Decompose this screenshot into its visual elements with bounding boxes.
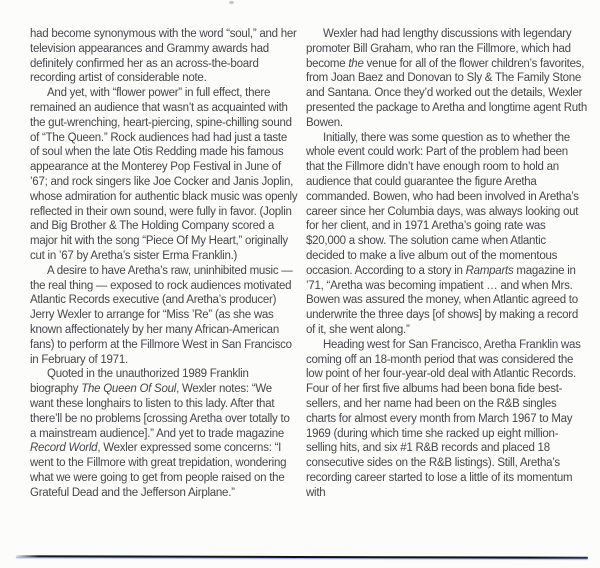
scan-speck-artifact xyxy=(229,1,234,4)
text-segment: Heading west for San Francisco, Aretha Franklin was coming off an 18-month period that was considered the low point of her four-year-old deal with Atlantic Records. Four of her first five albums had been bona fide best-sellers, and her name had been on the R&B singles charts for almost every month from March 1967 to May 1969 (during which time she racked up eight million-selling hits, and six #1 R&B records and placed 18 consecutive sides on the R&B listings). Still, Aretha’s recording career started to lose a little of its momentum with xyxy=(306,338,581,499)
text-segment: Wexler had had lengthy discussions with legendary promoter Bill Graham, who ran the Fillmore, which had become xyxy=(306,28,572,70)
page-bottom-scan-line xyxy=(16,555,588,558)
text-segment: A desire to have Aretha’s raw, uninhibited music — the real thing — exposed to rock audiences motivated Atlantic Records executive (and Aretha’s producer) Jerry Wexler to arrange for “Miss ’Re” (as she was known affectionately by her many African-American fans) to perform at the Fillmore West in San Francisco in February of 1971. xyxy=(30,264,293,366)
paragraph xyxy=(30,367,298,500)
text-column-left xyxy=(30,27,298,501)
paragraph xyxy=(30,27,298,86)
text-segment: Quoted in the unauthorized 1989 Franklin biography xyxy=(30,368,249,396)
italic-text-segment: the xyxy=(348,57,364,70)
text-segment: , Wexler expressed some concerns: “I went to the Fillmore with great trepidation, wondering what we were going to get from people raised on the Grateful Dead and the Jefferson Airplane.” xyxy=(30,442,287,499)
italic-text-segment: Record World xyxy=(30,442,98,455)
paragraph xyxy=(30,86,298,264)
text-segment: And yet, with “flower power” in full effect, there remained an audience that wasn’t as acquainted with the gut-wrenching, heart-piercing, spine-chilling sound of “The Queen.” Rock audiences had had just a taste of soul when the late Otis Redding made his famous appearance at the Monterey Pop Festival in June of ’67; and rock singers like Joe Cocker and Janis Joplin, whose admiration for authentic black music was openly reflected in their own sound, were fully in favor. (Joplin and Big Brother & The Holding Company scored a major hit with the song “Piece Of My Heart,” originally cut in ’67 by Aretha’s sister Erma Franklin.) xyxy=(30,87,298,262)
text-segment: magazine in ’71, “Aretha was becoming impatient … and when Mrs. Bowen was assured the money, when Atlantic agreed to underwrite the three days [of shows] by making a record of it, she went along.” xyxy=(306,264,578,336)
paragraph xyxy=(306,27,587,131)
paragraph xyxy=(306,131,587,338)
italic-text-segment: Ramparts xyxy=(465,264,514,277)
text-segment: , Wexler notes: “We want these longhairs to listen to this lady. After that there’ll be no problems [crossing Aretha over totally to a mainstream audience].” And yet to trade magazine xyxy=(30,383,290,440)
paragraph xyxy=(30,264,298,368)
text-segment: Initially, there was some question as to whether the whole event could work: Part of the problem had been that the Fillmore didn’t have enough room to hold an audience that could guarantee the figure Aretha commanded. Bowen, who had been involved in Aretha’s career since her Columbia days, was always looking out for her client, and in 1971 Aretha’s going rate was $20,000 a show. The solution came when Atlantic decided to make a live album out of the momentous occasion. According to a story in xyxy=(306,131,579,277)
text-segment: venue for all of the flower children’s favorites, from Joan Baez and Donovan to Sly & The Family Stone and Santana. Once they’d worked out the details, Wexler presented the package to Aretha and longtime agent Ruth Bowen. xyxy=(306,57,587,129)
text-segment: had become synonymous with the word “soul,” and her television appearances and Grammy awards had definitely confirmed her as an across-the-board recording artist of considerable note. xyxy=(30,28,297,85)
italic-text-segment: The Queen Of Soul xyxy=(81,383,177,396)
text-column-right xyxy=(306,27,587,501)
paragraph xyxy=(306,338,587,501)
